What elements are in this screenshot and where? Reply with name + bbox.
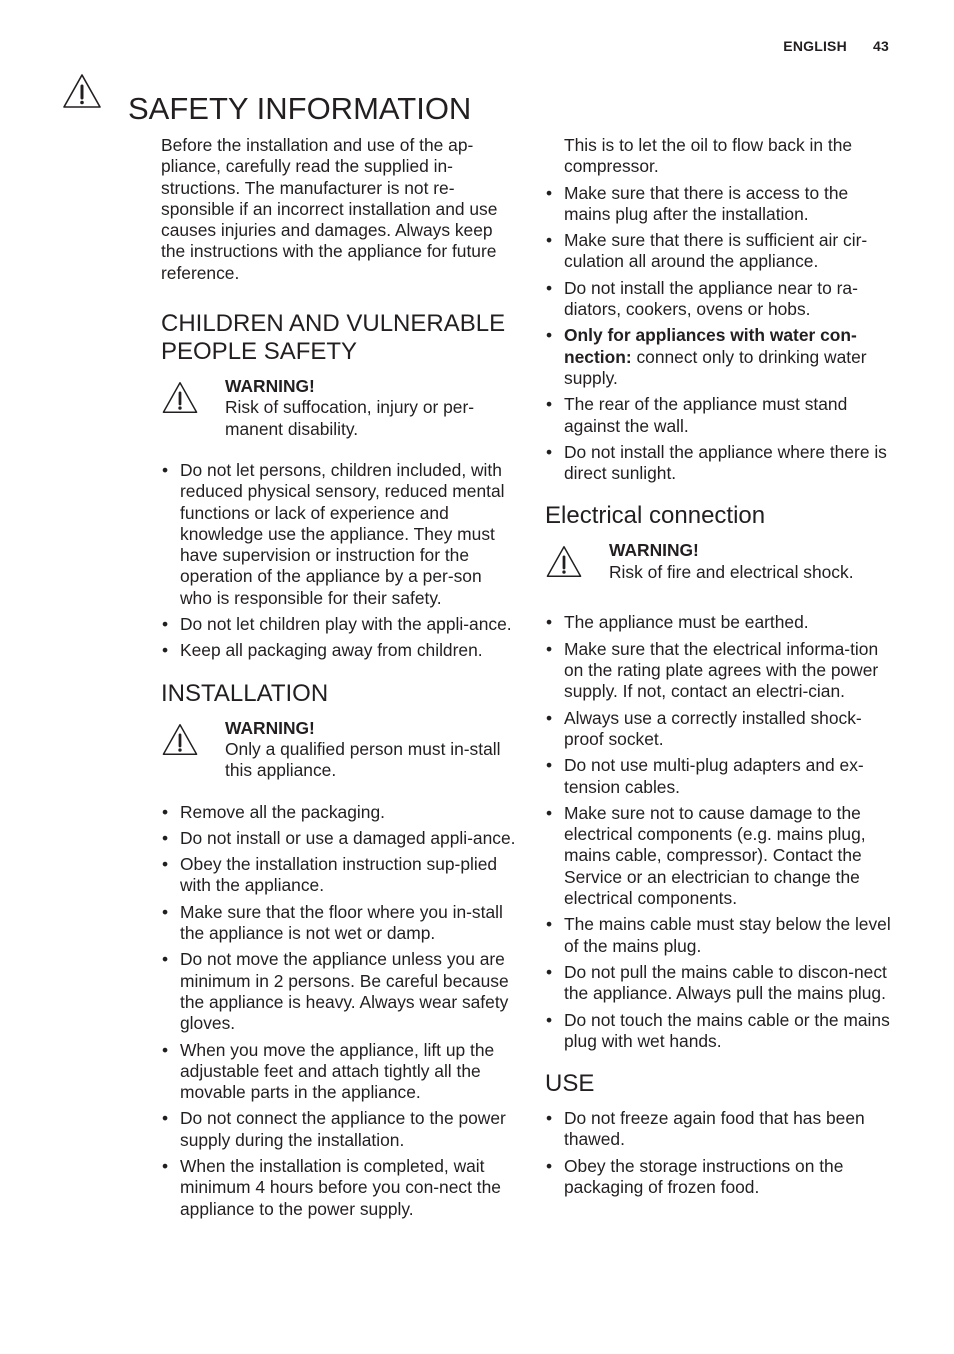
list-item: • The appliance must be earthed.	[545, 612, 897, 633]
electrical-warning	[545, 540, 897, 592]
list-item-water	[545, 325, 897, 389]
list-item: • Do not install the appliance near to ra-diators, cookers, ovens or hobs.	[545, 278, 897, 321]
list-item: • Do not use multi-plug adapters and ex-tension cables.	[545, 755, 897, 798]
intro-paragraph: Before the installation and use of the ap-pliance, carefully read the supplied in-structions. The manufacturer is not re-sponsible if an incorrect installation and use causes injuries and damages. Always keep the instructions with the appliance for future reference.	[161, 135, 498, 283]
page-header	[783, 38, 889, 54]
list-item-continued: This is to let the oil to flow back in the compressor.	[564, 135, 853, 177]
list-item: • Make sure that the electrical informa-tion on the rating plate agrees with the power supply. If not, contact an electri-cian.	[545, 639, 897, 703]
electrical-heading: Electrical connection	[545, 502, 766, 530]
list-item: • Always use a correctly installed shock-proof socket.	[545, 708, 897, 751]
list-item: • Do not install the appliance where there is direct sunlight.	[545, 442, 897, 485]
list-item: • When the installation is completed, wait minimum 4 hours before you con-nect the appliance to the power supply.	[161, 1156, 516, 1220]
list-item: • When you move the appliance, lift up the adjustable feet and attach tightly all the movable parts in the appliance.	[161, 1040, 516, 1104]
list-item: • Do not touch the mains cable or the mains plug with wet hands.	[545, 1010, 897, 1053]
list-item: • Make sure not to cause damage to the electrical components (e.g. mains plug, mains cable, compressor). Contact the Service or an electrician to change the electrical components.	[545, 803, 897, 909]
list-item: • The mains cable must stay below the level of the mains plug.	[545, 914, 897, 957]
installation-list-continued	[545, 135, 897, 484]
use-list	[545, 1108, 897, 1198]
list-item: • The rear of the appliance must stand against the wall.	[545, 394, 897, 437]
water-connection-bold: Only for appliances with water con-nection:	[564, 325, 857, 367]
warning-triangle-icon	[161, 722, 199, 757]
list-item: • Do not freeze again food that has been thawed.	[545, 1108, 897, 1151]
warning-title: WARNING!	[225, 376, 315, 397]
list-item: • Remove all the packaging.	[161, 802, 516, 823]
electrical-list	[545, 612, 897, 1052]
list-item: • Do not connect the appliance to the power supply during the installation.	[161, 1108, 516, 1151]
list-item: • Make sure that there is access to the mains plug after the installation.	[545, 183, 897, 226]
list-item: • Obey the installation instruction sup-plied with the appliance.	[161, 854, 516, 897]
list-item: • Keep all packaging away from children.	[161, 640, 516, 661]
list-item: • Make sure that there is sufficient air cir-culation all around the appliance.	[545, 230, 897, 273]
page-number: 43	[873, 38, 889, 54]
warning-text: Risk of suffocation, injury or per-manent disability.	[225, 397, 475, 439]
water-connection-text: connect only to drinking water supply.	[564, 346, 867, 388]
warning-title: WARNING!	[225, 717, 315, 738]
children-list	[161, 460, 516, 662]
installation-heading: INSTALLATION	[161, 679, 329, 707]
language-label: ENGLISH	[783, 38, 847, 54]
warning-triangle-icon	[62, 72, 102, 110]
list-item: • Do not let persons, children included, with reduced physical sensory, reduced mental functions or lack of experience and knowledge use the appliance. They must have supervision or instruction for the operation of the appliance by a per-son who is responsible for their safety.	[161, 460, 516, 609]
use-heading: USE	[545, 1070, 595, 1098]
installation-list	[161, 802, 516, 1220]
left-column	[161, 135, 516, 1225]
children-heading: CHILDREN AND VULNERABLE PEOPLE SAFETY	[161, 310, 506, 366]
installation-warning	[161, 718, 516, 782]
warning-title: WARNING!	[609, 540, 699, 561]
warning-triangle-icon	[161, 380, 199, 415]
list-item: • Make sure that the floor where you in-stall the appliance is not wet or damp.	[161, 902, 516, 945]
list-item: • Obey the storage instructions on the packaging of frozen food.	[545, 1156, 897, 1199]
warning-text: Only a qualified person must in-stall this appliance.	[225, 738, 501, 781]
title-row	[62, 68, 472, 126]
children-warning	[161, 376, 516, 440]
list-item: • Do not install or use a damaged appli-ance.	[161, 828, 516, 849]
list-item: • Do not let children play with the appli-ance.	[161, 614, 516, 635]
warning-triangle-icon	[545, 544, 583, 579]
list-item: • Do not move the appliance unless you are minimum in 2 persons. Be careful because the appliance is heavy. Always wear safety gloves.	[161, 949, 516, 1034]
list-item: • Do not pull the mains cable to discon-nect the appliance. Always pull the mains plug.	[545, 962, 897, 1005]
page-title: SAFETY INFORMATION	[128, 90, 472, 126]
right-column	[545, 135, 897, 1203]
warning-text: Risk of fire and electrical shock.	[609, 561, 854, 582]
